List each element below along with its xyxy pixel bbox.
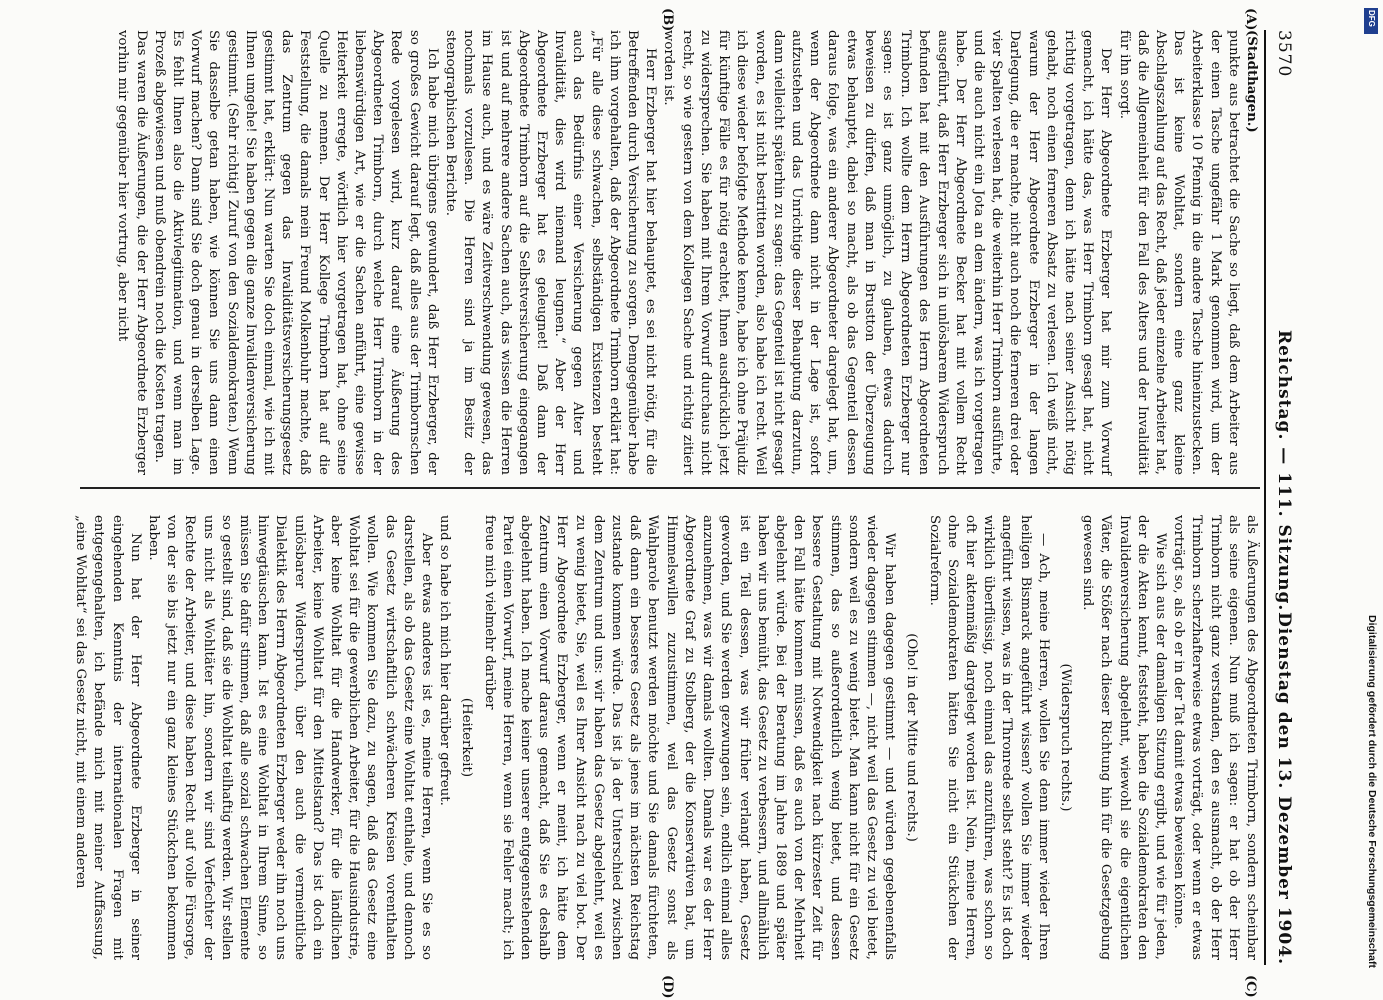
paragraph: Ich habe mich übrigens gewundert, daß Herr Erzberger, der so großes Gewicht darauf legt, daß alles aus der Trimbornschen Rede vorgelesen wird, kurz darauf eine Äußerung des Abgeordneten Trimborn, durch welche Herr Trimborn in der liebenswürdigen Art, wie er die Sachen anführt, eine gewisse Heiterkeit erregte, wörtlich hier vorgetragen hat, ohne seine Quelle zu nennen. Der Herr Kollege Trimborn hat auf die Feststellung, die damals mein Freund Molkenbuhr machte, daß das Zentrum gegen das Invaliditätsversicherungsgesetz gestimmt hat, erklärt: Nun warten Sie doch einmal, wie ich mit Ihnen umgehe! Sie haben gegen die ganze Invalidenversicherung gestimmt. (Sehr richtig! Zuruf von den Sozialdemokraten.) Wenn Sie dasselbe getan haben, wie können Sie uns dann einen Vorwurf machen? Dann sind Sie doch genau in derselben Lage. Es fehlt Ihnen also die Aktivlegitimation, und wenn man im Prozeß abgewiesen und muß obendrein noch die Kosten tragen. bbox=[151, 30, 440, 475]
right-column bbox=[75, 515, 1260, 960]
session-title: Reichstag. — 111. Sitzung. bbox=[1274, 330, 1294, 612]
paragraph: Wie sich aus der damaligen Sitzung ergibt, und wie für jeden, der die Akten kennt, feststeht, haben die Sozialdemokraten den Invalidenversicherung abgelehnt, wiewohl sie die eigentlichen Väter, die Stößer nach dieser Richtung hin für die Gesetzgebung gewesen sind. bbox=[1080, 515, 1168, 960]
paragraph: Wir haben dagegen gestimmt — und würden gegebenenfalls wieder dagegen stimmen —, nicht weil das Gesetz zu viel bietet, sondern weil es zu wenig bietet. Man kann nicht für ein Gesetz stimmen, das so außerordentlich wenig bietet, und dessen bessere Gestaltung mit Notwendigkeit nach kürzester Zeit für den Fall hätte kommen müssen, daß es auch von der Mehrheit abgelehnt würde. Bei der Beratung im Jahre 1889 und später haben wir uns bemüht, das Gesetz zu verbessern, und allmählich ist ein Teil dessen, was wir früher verlangt haben, Gesetz geworden, und Sie werden gezwungen sein, endlich einmal alles anzunehmen, was wir damals wollten. Damals war es der Herr Abgeordnete Graf zu Stolberg, der die Konservativen bat, um Himmelswillen zuzustimmen, weil das Gesetz sonst als Wahlparole benutzt werden möchte und Sie damals fürchteten, daß dann ein besseres Gesetz als jenes im nächsten Reichstag zustande kommen würde. Das ist ja der Unterschied zwischen dem Zentrum und uns: wir haben das Gesetz abgelehnt, weil es zu wenig bietet, Sie, weil es Ihrer Ansicht nach zu viel bot. Der Herr Abgeordnete Erzberger, wenn er meint, ich hätte dem Zentrum einen Vorwurf daraus gemacht, daß Sie es deshalb abgelehnt haben. Ich mache keiner unserer entgegenstehenden Partei einen Vorwurf, meine Herren, wenn sie Fehler macht; ich freue mich vielmehr darüber bbox=[481, 515, 898, 960]
interjection: (Widerspruch rechts.) bbox=[1057, 663, 1073, 812]
speaker-name: (Stadthagen.) bbox=[1244, 30, 1259, 133]
margin-marker-a: (A) bbox=[1243, 8, 1258, 31]
paragraph: Der Herr Abgeordnete Erzberger hat mir zum Vorwurf gemacht, ich hätte das, was Herr Trimborn gesagt hat, nicht richtig vorgetragen, denn ich hätte nach seiner Ansicht nötig gehabt, noch einen ferneren Absatz zu verlesen. Ich weiß nicht, warum der Herr Abgeordnete Erzberger in der langen Darlegung, die er machte, nicht auch noch die ferneren drei oder vier Spalten verlesen hat, die weiterhin Herr Trimborn ausführte, und die auch nicht ein Jota an dem ändern, was ich vorgetragen habe. Der Herr Abgeordnete Becker hat mit vollem Recht ausgeführt, daß Herr Erzberger sich in unlösbarem Widerspruch befunden hat mit den Ausführungen des Herrn Abgeordneten Trimborn. Ich wollte dem Herrn Abgeordneten Erzberger nur sagen: es ist ganz unmöglich, zu glauben, etwas dadurch beweisen zu dürfen, daß man in Brustton der Überzeugung etwas behauptet, dabei so macht, als ob das Gegenteil dessen daraus folge, was ein anderer Abgeordneter dargelegt hat, um, wenn der Abgeordnete dann nicht in der Lage ist, sofort aufzustehen und das Unrichtige dieser Behauptung darzutun, dann vielleicht späterhin zu sagen: das Gegenteil ist nicht gesagt worden, es ist nicht bestritten worden, also habe ich recht. Weil ich diese wieder befolgte Methode kenne, habe ich ohne Präjudiz für künftige Fälle es für nötig erachtet, Ihnen ausdrücklich jetzt zu widersprechen. Sie haben mit Ihrem Vorwurf durchaus nicht recht, so wie gestern von dem Kollegen Sache und richtig zitiert worden ist. bbox=[661, 30, 1114, 475]
paragraph: Das waren die Äußerungen, die der Herr Abgeordnete Erzberger vorhin mir gegenüber hier vortrug, aber nicht bbox=[115, 30, 149, 475]
session-date: Dienstag den 13. Dezember 1904. bbox=[1274, 612, 1294, 965]
rotated-print-page bbox=[50, 0, 1310, 1000]
paragraph: als Äußerungen des Abgeordneten Trimborn, sondern scheinbar als seine eigenen. Nun muß ich sagen: er hat ob der Herr Trimborn nicht ganz verstanden, den es ausmacht, ob der Herr Trimborn scherzhafterweise etwas vorträgt, oder wenn er etwas vorträgt so, als ob er in der Tat damit etwas beweisen könne. bbox=[1171, 515, 1259, 960]
margin-marker-d: (D) bbox=[660, 975, 675, 999]
paragraph: punkte aus betrachtet die Sache so liegt, daß dem Arbeiter aus der einen Tasche ungefähr 1 Mark genommen wird, um der Arbeiterklasse 10 Pfennig in die andere Tasche hineinzustecken. Das ist keine Wohltat, sondern eine ganz kleine Abschlagszahlung auf das Recht, daß jeder einzelne Arbeiter hat, daß die Allgemeinheit für den Fall des Alters und der Invalidität für ihn sorgt. bbox=[1116, 30, 1241, 475]
paragraph: Herr Erzberger hat hier behauptet, es sei nicht nötig, für die Betreffenden durch Versicherung zu sorgen. Demgegenüber habe ich ihm vorgehalten, daß der Abgeordnete Trimborn erklärt hat: „Für alle diese schwachen, selbständigen Existenzen besteht auch das Bedürfnis einer Versicherung gegen Alter und Invalidität, dies wird niemand leugnen.“ Aber der Herr Abgeordnete Erzberger hat es geleugnet! Daß dann der Abgeordnete Trimborn auf die Selbstversicherung eingegangen ist und auf mehrere andere Sachen auch, das wissen die Herren im Hause auch, und es wäre Zeitverschwendung gewesen, das nochmals vorzulesen. Die Herren sind ja im Besitz der stenographischen Berichte. bbox=[443, 30, 659, 475]
page-number: 3570 bbox=[1274, 30, 1294, 78]
dfg-logo: DFG bbox=[1364, 8, 1378, 34]
margin-marker-c: (C) bbox=[1243, 975, 1258, 998]
paragraph: und so habe ich mich hier darüber gefreut. bbox=[437, 515, 453, 806]
digitization-credit bbox=[1364, 8, 1378, 968]
interjection: (Heiterkeit) bbox=[459, 697, 475, 778]
paragraph: — Ach, meine Herren, wollen Sie denn immer wieder Ihren heiligen Bismarck angeführt wissen? wollen Sie immer wieder angeführt wissen, was in der Thronrede selbst steht? Es ist doch wirklich überflüssig, noch einmal das anzuführen, was schon so oft hier aktenmäßig dargelegt worden ist. Nein, meine Herren, ohne Sozialdemokraten hätten Sie nicht ein Stückchen der Sozialreform. bbox=[926, 515, 1051, 960]
page-header bbox=[1264, 30, 1302, 965]
paragraph: Nun hat der Herr Abgeordnete Erzberger in seiner eingehenden Kenntnis der internationalen Fragen mit entgegengehalten, ich befände mich mit meiner Auffassung, „eine Wohltat“ sei das Gesetz nicht, mit einem anderen bbox=[73, 515, 143, 960]
column-divider bbox=[80, 487, 1260, 489]
paragraph: Aber etwas anderes ist es, meine Herren, wenn Sie es so darstellen, als ob das Gesetz eine Wohltat enthalte, und dennoch das Gesetz wirtschaftlich schwächeren Kreisen vorenthalten wollen. Wie kommen Sie dazu, zu sagen, daß das Gesetz eine Wohltat sei für die gewerblichen Arbeiter, für die Hausindustrie, aber keine Wohltat für die Handwerker, für die ländlichen Arbeiter, keine Wohltat für den Mittelstand? Das ist doch ein unlösbarer Widerspruch, über den auch die vermeintliche Dialektik des Herrn Abgeordneten Erzberger weder ihn noch uns hinwegtäuschen kann. Ist es eine Wohltat in Ihrem Sinne, so müssen Sie dafür stimmen, daß alle sozial schwachen Elemente so gestellt sind, daß sie die Wohltat teilhaftig werden. Wir stellen uns nicht als Wohltäter hin, sondern wir sind Verfechter der Rechte der Arbeiter, und diese haben Recht auf volle Fürsorge, von der sie bis jetzt nur ein ganz kleines Stückchen bekommen haben. bbox=[146, 515, 435, 960]
interjection: (Oho! in der Mitte und rechts.) bbox=[904, 633, 920, 842]
credit-text: Digitalisierung gefördert durch die Deutsche Forschungsgemeinschaft bbox=[1366, 615, 1378, 968]
left-column bbox=[75, 30, 1260, 475]
margin-marker-b: (B) bbox=[660, 8, 675, 32]
